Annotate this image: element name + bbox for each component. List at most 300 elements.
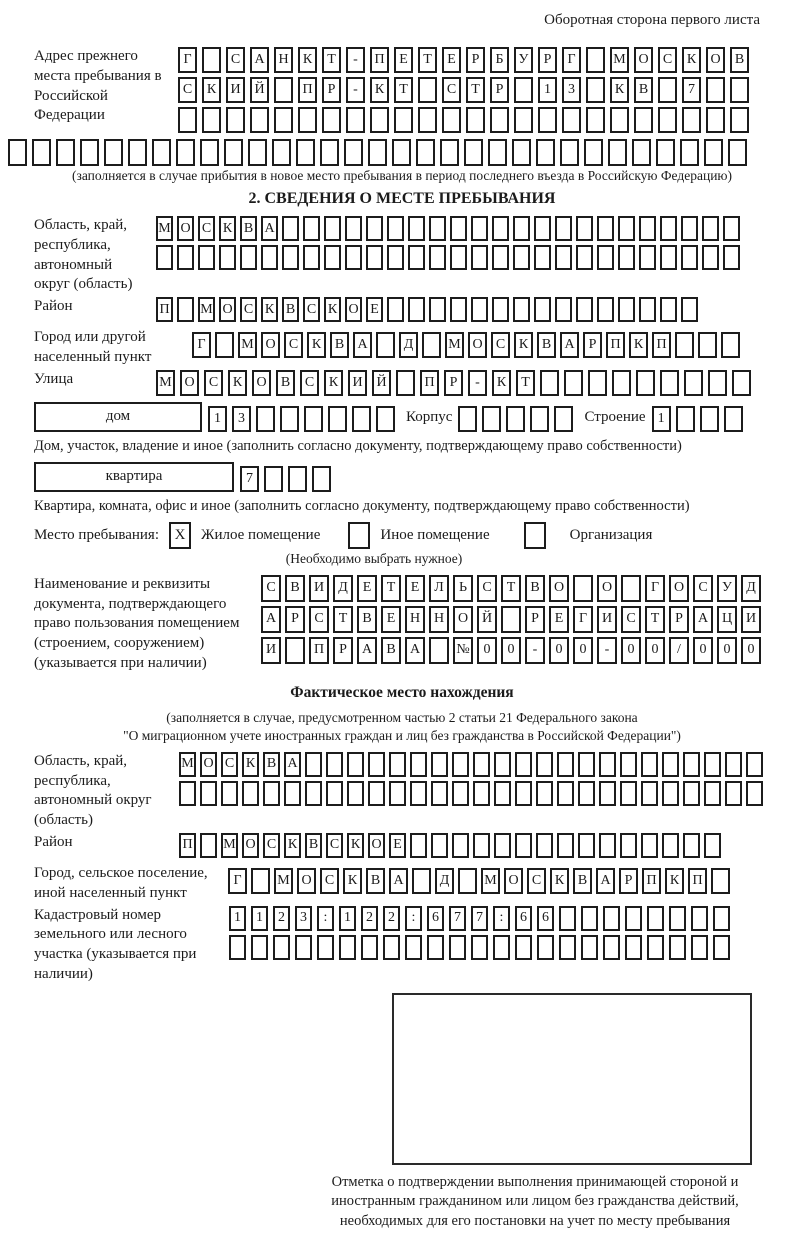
char-cell: А — [261, 606, 281, 633]
char-cell: А — [560, 332, 579, 358]
char-cell: О — [180, 370, 199, 396]
stay-type-option-residential: Жилое помещение — [201, 526, 321, 543]
char-cell: О — [242, 833, 259, 858]
char-cell — [387, 216, 404, 241]
char-cell — [700, 406, 719, 432]
char-cell: В — [730, 47, 749, 73]
char-cell — [662, 752, 679, 777]
char-cell: К — [610, 77, 629, 103]
char-cell — [555, 216, 572, 241]
char-cell: С — [303, 297, 320, 322]
char-cell: С — [621, 606, 641, 633]
char-cell: М — [221, 833, 238, 858]
char-cell: Р — [333, 637, 353, 664]
char-cell — [534, 245, 551, 270]
char-cell — [639, 245, 656, 270]
house-box: дом — [34, 402, 202, 432]
char-cell: 3 — [232, 406, 251, 432]
char-cell — [482, 406, 501, 432]
char-cell — [418, 107, 437, 133]
char-cell: Р — [322, 77, 341, 103]
char-cell: П — [652, 332, 671, 358]
char-cell — [573, 575, 593, 602]
char-cell: М — [198, 297, 215, 322]
char-cell — [514, 107, 533, 133]
char-cell: П — [298, 77, 317, 103]
char-cell — [408, 245, 425, 270]
char-cell — [704, 139, 723, 166]
char-cell: 0 — [693, 637, 713, 664]
char-cell: Е — [389, 833, 406, 858]
char-cell — [599, 833, 616, 858]
char-cell — [200, 139, 219, 166]
char-cell — [466, 107, 485, 133]
char-cell: В — [381, 637, 401, 664]
char-cell: И — [741, 606, 761, 633]
char-cell — [345, 216, 362, 241]
char-cell — [473, 752, 490, 777]
char-cell — [597, 297, 614, 322]
char-cell: К — [370, 77, 389, 103]
char-cell: П — [688, 868, 707, 894]
char-cell — [471, 935, 488, 960]
char-cell — [280, 406, 299, 432]
char-cell — [658, 77, 677, 103]
char-cell: Р — [490, 77, 509, 103]
document-block — [34, 575, 770, 674]
char-cell — [416, 139, 435, 166]
char-cell: Т — [466, 77, 485, 103]
char-cell — [625, 935, 642, 960]
char-cell — [746, 752, 763, 777]
char-cell: С — [178, 77, 197, 103]
document-row-3 — [261, 637, 770, 664]
char-cell — [328, 406, 347, 432]
char-cell: О — [200, 752, 217, 777]
char-cell — [429, 297, 446, 322]
char-cell — [634, 107, 653, 133]
char-cell — [554, 406, 573, 432]
char-cell — [361, 935, 378, 960]
char-cell: П — [179, 833, 196, 858]
char-cell — [704, 752, 721, 777]
char-cell — [557, 833, 574, 858]
apartment-block — [34, 462, 770, 496]
char-cell: К — [307, 332, 326, 358]
actual-city-row — [228, 868, 734, 894]
char-cell: 7 — [240, 466, 259, 492]
char-cell — [538, 107, 557, 133]
char-cell: Е — [442, 47, 461, 73]
char-cell — [612, 370, 631, 396]
stay-type-label: Место пребывания: — [34, 526, 159, 543]
char-cell — [704, 833, 721, 858]
char-cell — [405, 935, 422, 960]
char-cell: О — [177, 216, 194, 241]
char-cell: В — [305, 833, 322, 858]
char-cell — [440, 139, 459, 166]
apartment-note: Квартира, комната, офис и иное (заполнить согласно документу, подтверждающему право собственности) — [34, 497, 690, 514]
char-cell — [559, 906, 576, 931]
char-cell — [296, 139, 315, 166]
char-cell — [723, 245, 740, 270]
char-cell — [639, 297, 656, 322]
char-cell: 0 — [501, 637, 521, 664]
char-cell — [713, 935, 730, 960]
char-cell — [536, 781, 553, 806]
char-cell: Б — [490, 47, 509, 73]
char-cell — [431, 752, 448, 777]
char-cell — [347, 781, 364, 806]
char-cell: Т — [381, 575, 401, 602]
char-cell — [450, 245, 467, 270]
char-cell — [724, 406, 743, 432]
char-cell: 6 — [427, 906, 444, 931]
char-cell — [708, 370, 727, 396]
char-cell — [263, 781, 280, 806]
char-cell: 1 — [251, 906, 268, 931]
region-row-2 — [156, 245, 770, 270]
char-cell — [322, 107, 341, 133]
char-cell — [676, 406, 695, 432]
document-row-2 — [261, 606, 770, 633]
char-cell — [56, 139, 75, 166]
char-cell — [368, 139, 387, 166]
char-cell — [427, 935, 444, 960]
char-cell — [560, 139, 579, 166]
char-cell — [370, 107, 389, 133]
char-cell: С — [442, 77, 461, 103]
char-cell: С — [284, 332, 303, 358]
char-cell — [339, 935, 356, 960]
char-cell: К — [629, 332, 648, 358]
char-cell: М — [238, 332, 257, 358]
char-cell — [431, 781, 448, 806]
char-cell — [723, 216, 740, 241]
char-cell: О — [453, 606, 473, 633]
char-cell — [721, 332, 740, 358]
char-cell: О — [297, 868, 316, 894]
stay-type-checkbox-residential: X — [169, 522, 191, 549]
char-cell — [555, 297, 572, 322]
char-cell: Г — [228, 868, 247, 894]
char-cell — [383, 935, 400, 960]
actual-district-block — [34, 833, 770, 862]
cadastral-label: Кадастровый номер земельного или лесного участка (указывается при наличии) — [34, 906, 197, 982]
region-block — [34, 216, 770, 295]
char-cell — [557, 752, 574, 777]
char-cell — [501, 606, 521, 633]
char-cell — [515, 752, 532, 777]
char-cell: В — [366, 868, 385, 894]
char-cell: - — [468, 370, 487, 396]
char-cell — [394, 107, 413, 133]
char-cell — [704, 781, 721, 806]
char-cell — [732, 370, 751, 396]
prev-address-row-2 — [178, 77, 770, 103]
char-cell: О — [706, 47, 725, 73]
char-cell: С — [527, 868, 546, 894]
char-cell — [442, 107, 461, 133]
char-cell: С — [300, 370, 319, 396]
char-cell: К — [347, 833, 364, 858]
char-cell — [304, 406, 323, 432]
district-label: Район — [34, 298, 73, 315]
char-cell — [295, 935, 312, 960]
char-cell — [515, 781, 532, 806]
char-cell — [344, 139, 363, 166]
char-cell: О — [597, 575, 617, 602]
document-label: Наименование и реквизиты документа, подтверждающего право пользования помещением (строением, сооружением) (указывается при наличии) — [34, 575, 240, 671]
char-cell — [662, 781, 679, 806]
char-cell — [305, 781, 322, 806]
char-cell: П — [642, 868, 661, 894]
actual-region-label: Область, край, республика, автономный округ (область) — [34, 752, 152, 829]
char-cell — [471, 297, 488, 322]
char-cell: П — [156, 297, 173, 322]
char-cell: Е — [405, 575, 425, 602]
char-cell: И — [348, 370, 367, 396]
char-cell: А — [596, 868, 615, 894]
char-cell — [512, 139, 531, 166]
stay-type-checkbox-organization — [524, 522, 546, 549]
char-cell: 3 — [562, 77, 581, 103]
char-cell — [274, 77, 293, 103]
char-cell — [376, 406, 395, 432]
char-cell — [324, 216, 341, 241]
char-cell — [303, 216, 320, 241]
char-cell — [656, 139, 675, 166]
char-cell — [515, 833, 532, 858]
char-cell — [658, 107, 677, 133]
char-cell — [248, 139, 267, 166]
char-cell — [557, 781, 574, 806]
char-cell — [682, 107, 701, 133]
char-cell — [273, 935, 290, 960]
char-cell — [392, 139, 411, 166]
char-cell — [488, 139, 507, 166]
char-cell — [620, 781, 637, 806]
char-cell — [303, 245, 320, 270]
char-cell — [387, 245, 404, 270]
char-cell — [621, 575, 641, 602]
char-cell: О — [634, 47, 653, 73]
actual-city-label: Город, сельское поселение, иной населенный пункт — [34, 864, 208, 901]
prev-address-label: Адрес прежнего места пребывания в Российской Федерации — [34, 48, 162, 124]
district-block — [34, 297, 770, 326]
char-cell: 1 — [208, 406, 227, 432]
char-cell: Г — [192, 332, 211, 358]
char-cell — [449, 935, 466, 960]
char-cell: Р — [619, 868, 638, 894]
char-cell: А — [693, 606, 713, 633]
char-cell — [683, 752, 700, 777]
char-cell — [494, 833, 511, 858]
char-cell: 0 — [741, 637, 761, 664]
char-cell: Е — [381, 606, 401, 633]
confirmation-stamp-area — [300, 993, 770, 1232]
char-cell: У — [514, 47, 533, 73]
char-cell — [387, 297, 404, 322]
char-cell: И — [597, 606, 617, 633]
char-cell: Н — [429, 606, 449, 633]
char-cell — [641, 833, 658, 858]
char-cell: Д — [399, 332, 418, 358]
char-cell — [564, 370, 583, 396]
char-cell — [576, 245, 593, 270]
prev-address-note: (заполняется в случае прибытия в новое место пребывания в период последнего въезда в Российскую Федерацию) — [71, 168, 733, 183]
char-cell — [706, 107, 725, 133]
char-cell — [513, 245, 530, 270]
char-cell — [464, 139, 483, 166]
char-cell: С — [226, 47, 245, 73]
char-cell: 7 — [471, 906, 488, 931]
char-cell: 7 — [449, 906, 466, 931]
char-cell: С — [491, 332, 510, 358]
char-cell — [597, 245, 614, 270]
char-cell: 1 — [229, 906, 246, 931]
char-cell: : — [317, 906, 334, 931]
char-cell: В — [276, 370, 295, 396]
char-cell: Т — [645, 606, 665, 633]
char-cell — [410, 833, 427, 858]
char-cell: В — [330, 332, 349, 358]
prev-address-row-1 — [178, 47, 770, 73]
char-cell — [669, 935, 686, 960]
char-cell — [202, 107, 221, 133]
char-cell: Р — [466, 47, 485, 73]
char-cell — [492, 297, 509, 322]
char-cell — [581, 935, 598, 960]
cadastral-row-1 — [229, 906, 770, 931]
char-cell: Т — [333, 606, 353, 633]
char-cell: Й — [477, 606, 497, 633]
char-cell — [698, 332, 717, 358]
char-cell — [282, 245, 299, 270]
char-cell — [408, 297, 425, 322]
char-cell — [576, 297, 593, 322]
char-cell — [156, 245, 173, 270]
char-cell: № — [453, 637, 473, 664]
char-cell: Т — [516, 370, 535, 396]
char-cell: С — [198, 216, 215, 241]
char-cell: А — [405, 637, 425, 664]
char-cell — [389, 781, 406, 806]
char-cell: М — [481, 868, 500, 894]
char-cell — [431, 833, 448, 858]
city-row — [192, 332, 744, 358]
char-cell: К — [202, 77, 221, 103]
char-cell — [639, 216, 656, 241]
char-cell — [346, 107, 365, 133]
char-cell — [515, 935, 532, 960]
char-cell — [588, 370, 607, 396]
char-cell: М — [156, 370, 175, 396]
city-block — [34, 328, 770, 368]
char-cell — [536, 752, 553, 777]
char-cell — [458, 406, 477, 432]
char-cell — [586, 107, 605, 133]
char-cell — [711, 868, 730, 894]
char-cell — [219, 245, 236, 270]
prev-address-block — [34, 47, 770, 137]
char-cell: Т — [501, 575, 521, 602]
char-cell — [250, 107, 269, 133]
char-cell: 1 — [652, 406, 671, 432]
char-cell — [317, 935, 334, 960]
char-cell: А — [250, 47, 269, 73]
char-cell — [368, 781, 385, 806]
char-cell — [494, 752, 511, 777]
char-cell: Р — [444, 370, 463, 396]
char-cell — [274, 107, 293, 133]
char-cell — [490, 107, 509, 133]
char-cell: О — [368, 833, 385, 858]
char-cell: 0 — [477, 637, 497, 664]
char-cell: П — [420, 370, 439, 396]
char-cell — [713, 906, 730, 931]
char-cell: К — [343, 868, 362, 894]
char-cell: К — [682, 47, 701, 73]
char-cell — [660, 297, 677, 322]
char-cell — [352, 406, 371, 432]
char-cell — [534, 216, 551, 241]
char-cell: А — [389, 868, 408, 894]
char-cell — [620, 833, 637, 858]
char-cell — [599, 781, 616, 806]
char-cell: - — [525, 637, 545, 664]
char-cell — [410, 752, 427, 777]
char-cell: И — [309, 575, 329, 602]
char-cell: О — [504, 868, 523, 894]
char-cell: В — [525, 575, 545, 602]
char-cell: К — [284, 833, 301, 858]
char-cell — [282, 216, 299, 241]
char-cell — [320, 139, 339, 166]
char-cell: М — [156, 216, 173, 241]
char-cell — [198, 245, 215, 270]
char-cell: Г — [562, 47, 581, 73]
char-cell: К — [665, 868, 684, 894]
char-cell — [576, 216, 593, 241]
char-cell: О — [252, 370, 271, 396]
char-cell — [221, 781, 238, 806]
char-cell: О — [549, 575, 569, 602]
char-cell — [669, 906, 686, 931]
cadastral-row-2 — [229, 935, 770, 960]
char-cell — [660, 245, 677, 270]
char-cell — [641, 781, 658, 806]
char-cell: А — [284, 752, 301, 777]
char-cell: С — [326, 833, 343, 858]
char-cell — [251, 935, 268, 960]
char-cell: 6 — [515, 906, 532, 931]
stay-type-option-other: Иное помещение — [380, 526, 490, 543]
char-cell — [452, 781, 469, 806]
char-cell: Е — [366, 297, 383, 322]
char-cell — [706, 77, 725, 103]
char-cell — [514, 77, 533, 103]
char-cell: М — [445, 332, 464, 358]
char-cell — [681, 297, 698, 322]
char-cell: Е — [357, 575, 377, 602]
district-row — [156, 297, 702, 322]
char-cell — [389, 752, 406, 777]
house-block — [34, 402, 770, 436]
char-cell — [618, 297, 635, 322]
apartment-row — [240, 466, 336, 492]
char-cell — [256, 406, 275, 432]
